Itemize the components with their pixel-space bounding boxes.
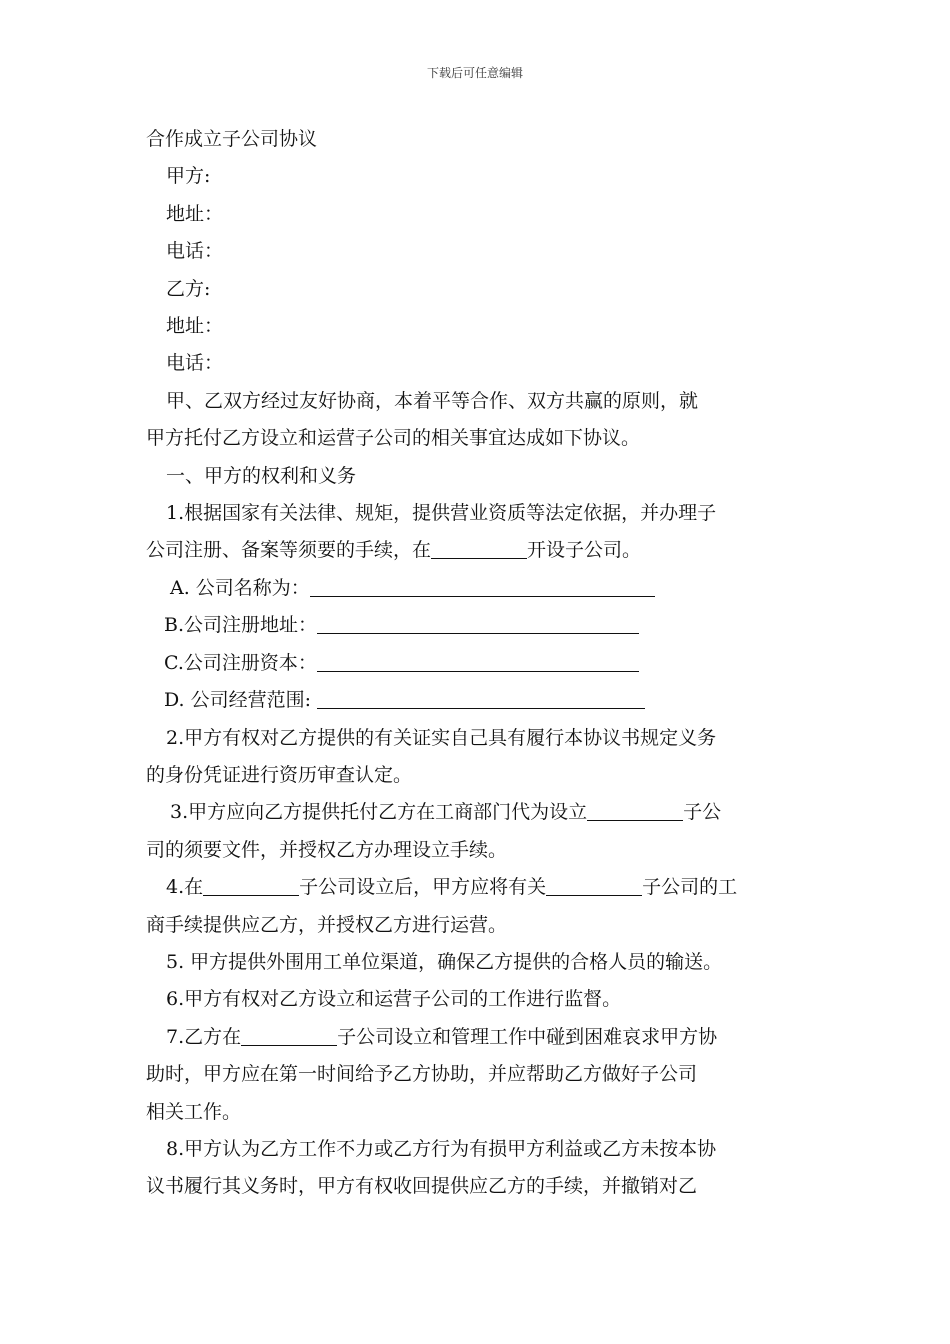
field-registered-capital-label: C.公司注册资本： xyxy=(164,651,317,674)
item-2-line-1: 2.甲方有权对乙方提供的有关证实自己具有履行本协议书规定义务 xyxy=(166,726,717,749)
field-company-address xyxy=(146,607,811,644)
party-b-label: 乙方: xyxy=(166,277,211,300)
party-a-phone: 电话： xyxy=(166,240,224,263)
field-business-scope xyxy=(146,682,811,719)
party-a-address: 地址： xyxy=(166,202,224,225)
item-8-line-1: 8.甲方认为乙方工作不力或乙方行为有损甲方利益或乙方未按本协 xyxy=(166,1137,717,1160)
blank-location[interactable] xyxy=(431,538,527,559)
party-b-phone: 电话： xyxy=(166,352,224,375)
item-7-line-1 xyxy=(146,1019,811,1056)
item-3-line-1 xyxy=(146,794,811,831)
field-company-name-label: A. 公司名称为： xyxy=(170,576,310,599)
blank-item-4-b[interactable] xyxy=(546,875,642,896)
blank-item-4-a[interactable] xyxy=(203,875,299,896)
field-registered-capital xyxy=(146,645,811,682)
blank-item-3[interactable] xyxy=(587,800,683,821)
blank-registered-capital[interactable] xyxy=(317,651,639,672)
item-4-line-1 xyxy=(146,869,811,906)
blank-business-scope[interactable] xyxy=(317,688,645,709)
item-4-text-mid: 子公司设立后，甲方应将有关 xyxy=(299,876,547,899)
item-1-line-2 xyxy=(146,532,811,569)
item-7-text-pre: 7.乙方在 xyxy=(166,1025,242,1048)
item-1-line-1: 1.根据国家有关法律、规矩，提供营业资质等法定依据，并办理子 xyxy=(166,502,717,525)
item-3-text-post: 子公 xyxy=(683,801,722,824)
item-3-line-2: 司的须要文件，并授权乙方办理设立手续。 xyxy=(146,838,508,861)
item-4-line-2: 商手续提供应乙方，并授权乙方进行运营。 xyxy=(146,913,508,936)
item-2-line-2: 的身份凭证进行资历审查认定。 xyxy=(146,763,413,786)
document-title: 合作成立子公司协议 xyxy=(146,128,318,150)
item-6: 6.甲方有权对乙方设立和运营子公司的工作进行监督。 xyxy=(166,988,622,1011)
item-7-line-2: 助时，甲方应在第一时间给予乙方协助，并应帮助乙方做好子公司 xyxy=(146,1063,698,1086)
field-company-name xyxy=(146,570,811,607)
item-1-text-pre: 公司注册、备案等须要的手续，在 xyxy=(146,539,432,562)
field-business-scope-label: D. 公司经营范围: xyxy=(164,689,318,712)
intro-line-1: 甲、乙双方经过友好协商，本着平等合作、双方共赢的原则，就 xyxy=(166,389,699,412)
party-a-label: 甲方: xyxy=(166,165,211,188)
page-header-note: 下载后可任意编辑 xyxy=(426,66,523,80)
party-b-address: 地址： xyxy=(166,315,224,338)
item-4-text-post: 子公司的工 xyxy=(642,876,738,899)
section-1-heading: 一、甲方的权利和义务 xyxy=(166,464,357,487)
item-7-line-3: 相关工作。 xyxy=(146,1100,242,1123)
document-body xyxy=(146,121,811,1206)
item-5: 5. 甲方提供外围用工单位渠道，确保乙方提供的合格人员的输送。 xyxy=(166,950,723,973)
item-7-text-post: 子公司设立和管理工作中碰到困难哀求甲方协 xyxy=(337,1025,718,1048)
item-1-text-post: 开设子公司。 xyxy=(527,539,642,562)
blank-company-name[interactable] xyxy=(310,576,655,597)
field-company-address-label: B.公司注册地址： xyxy=(164,614,318,637)
blank-company-address[interactable] xyxy=(317,613,639,634)
blank-item-7[interactable] xyxy=(241,1025,337,1046)
item-8-line-2: 议书履行其义务时，甲方有权收回提供应乙方的手续，并撤销对乙 xyxy=(146,1175,698,1198)
intro-line-2: 甲方托付乙方设立和运营子公司的相关事宜达成如下协议。 xyxy=(146,427,641,450)
item-4-text-pre: 4.在 xyxy=(166,876,204,899)
item-3-text-pre: 3.甲方应向乙方提供托付乙方在工商部门代为设立 xyxy=(170,801,588,824)
